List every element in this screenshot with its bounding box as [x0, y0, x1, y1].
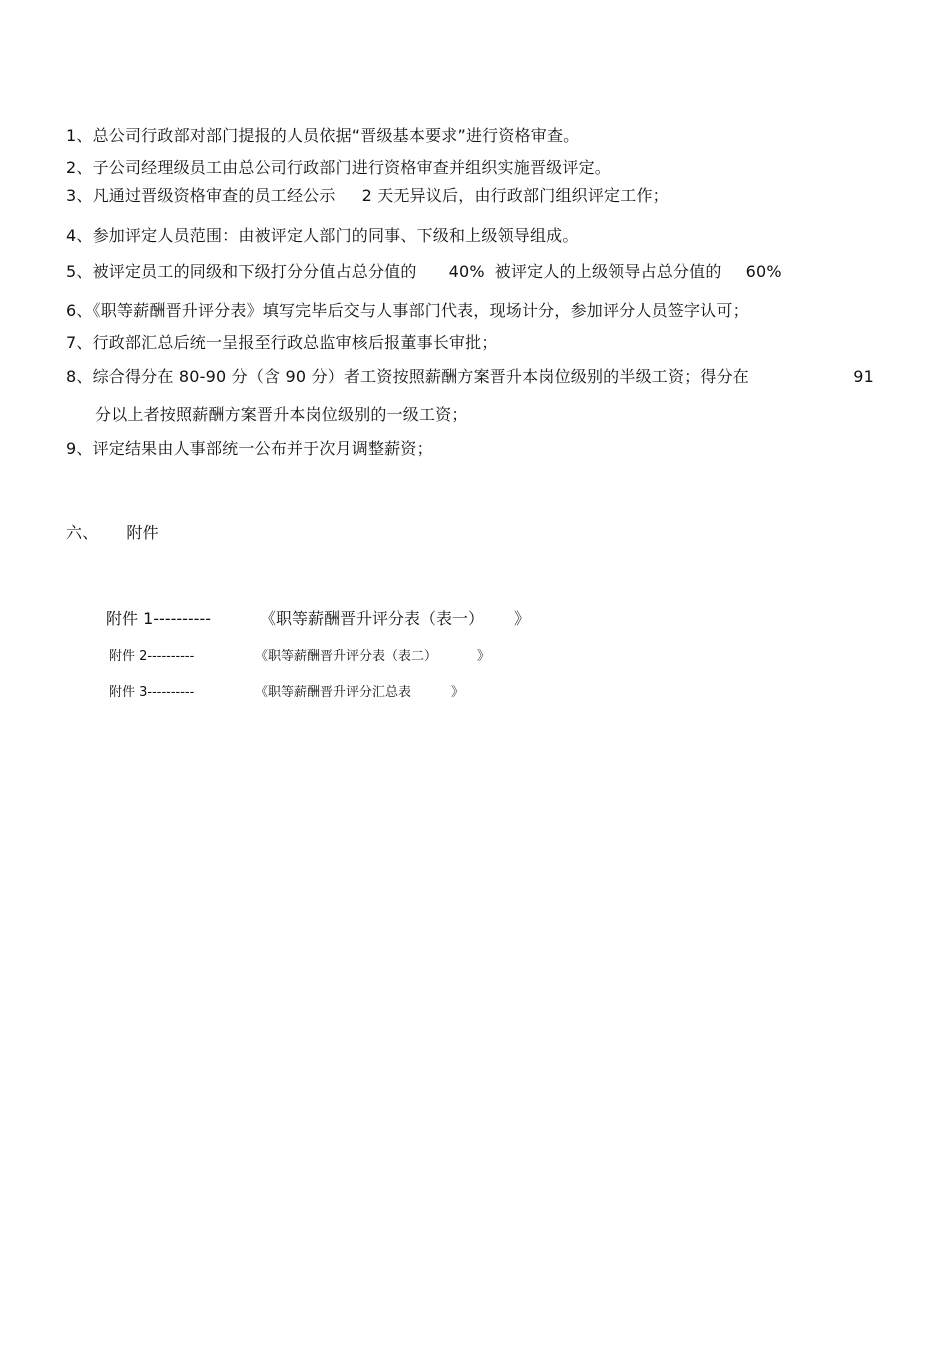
attachment-item-2	[109, 648, 509, 666]
rule-8-continuation	[95, 405, 468, 425]
rule-6	[66, 301, 749, 321]
rule-1-text: 1、总公司行政部对部门提报的人员依据“晋级基本要求”进行资格审查。	[66, 126, 580, 145]
attachment-item-1	[106, 609, 536, 629]
attachment-title: 《职等薪酬晋升评分表（表一）	[260, 609, 485, 628]
attachment-item-3	[109, 684, 509, 702]
rule-9	[66, 439, 433, 459]
rule-2	[66, 158, 611, 178]
attachment-label: 附件 2----------	[109, 649, 195, 664]
attachment-close-bracket: 》	[451, 685, 465, 700]
rule-3-text-a: 3、凡通过晋级资格审查的员工经公示	[66, 186, 336, 205]
attachment-close-bracket: 》	[514, 609, 531, 628]
rule-4	[66, 226, 579, 246]
attachment-title: 《职等薪酬晋升评分汇总表	[255, 685, 412, 700]
attachment-label: 附件 1----------	[106, 609, 212, 628]
section-heading	[66, 523, 159, 543]
rule-3-text-b: 2 天无异议后，由行政部门组织评定工作；	[361, 186, 669, 205]
rule-5-percent-superior: 60%	[745, 262, 782, 281]
rule-9-text: 9、评定结果由人事部统一公布并于次月调整薪资；	[66, 439, 433, 458]
section-title: 附件	[126, 523, 159, 542]
section-number: 六、	[66, 523, 99, 542]
rule-7-text: 7、行政部汇总后统一呈报至行政总监审核后报董事长审批；	[66, 333, 498, 352]
rule-8	[66, 367, 874, 387]
rule-8-text-b: 91	[853, 367, 874, 386]
rule-1	[66, 126, 579, 146]
rule-4-text: 4、参加评定人员范围：由被评定人部门的同事、下级和上级领导组成。	[66, 226, 579, 245]
attachment-label: 附件 3----------	[109, 685, 195, 700]
rule-7	[66, 333, 498, 353]
rule-5-text-c: 被评定人的上级领导占总分值的	[494, 262, 722, 281]
rule-6-text: 6、《职等薪酬晋升评分表》填写完毕后交与人事部门代表，现场计分，参加评分人员签字认可；	[66, 301, 749, 320]
rule-3	[66, 186, 669, 206]
attachment-close-bracket: 》	[477, 649, 491, 664]
rule-8-text-a: 8、综合得分在 80-90 分（含 90 分）者工资按照薪酬方案晋升本岗位级别的半级工资；得分在	[66, 367, 749, 386]
attachment-title: 《职等薪酬晋升评分表（表二）	[255, 649, 438, 664]
rule-5	[66, 262, 782, 282]
rule-5-percent-peers: 40%	[448, 262, 485, 281]
rule-5-text-a: 5、被评定员工的同级和下级打分分值占总分值的	[66, 262, 417, 281]
rule-8-text-c: 分以上者按照薪酬方案晋升本岗位级别的一级工资；	[95, 405, 468, 424]
rule-2-text: 2、子公司经理级员工由总公司行政部门进行资格审查并组织实施晋级评定。	[66, 158, 611, 177]
